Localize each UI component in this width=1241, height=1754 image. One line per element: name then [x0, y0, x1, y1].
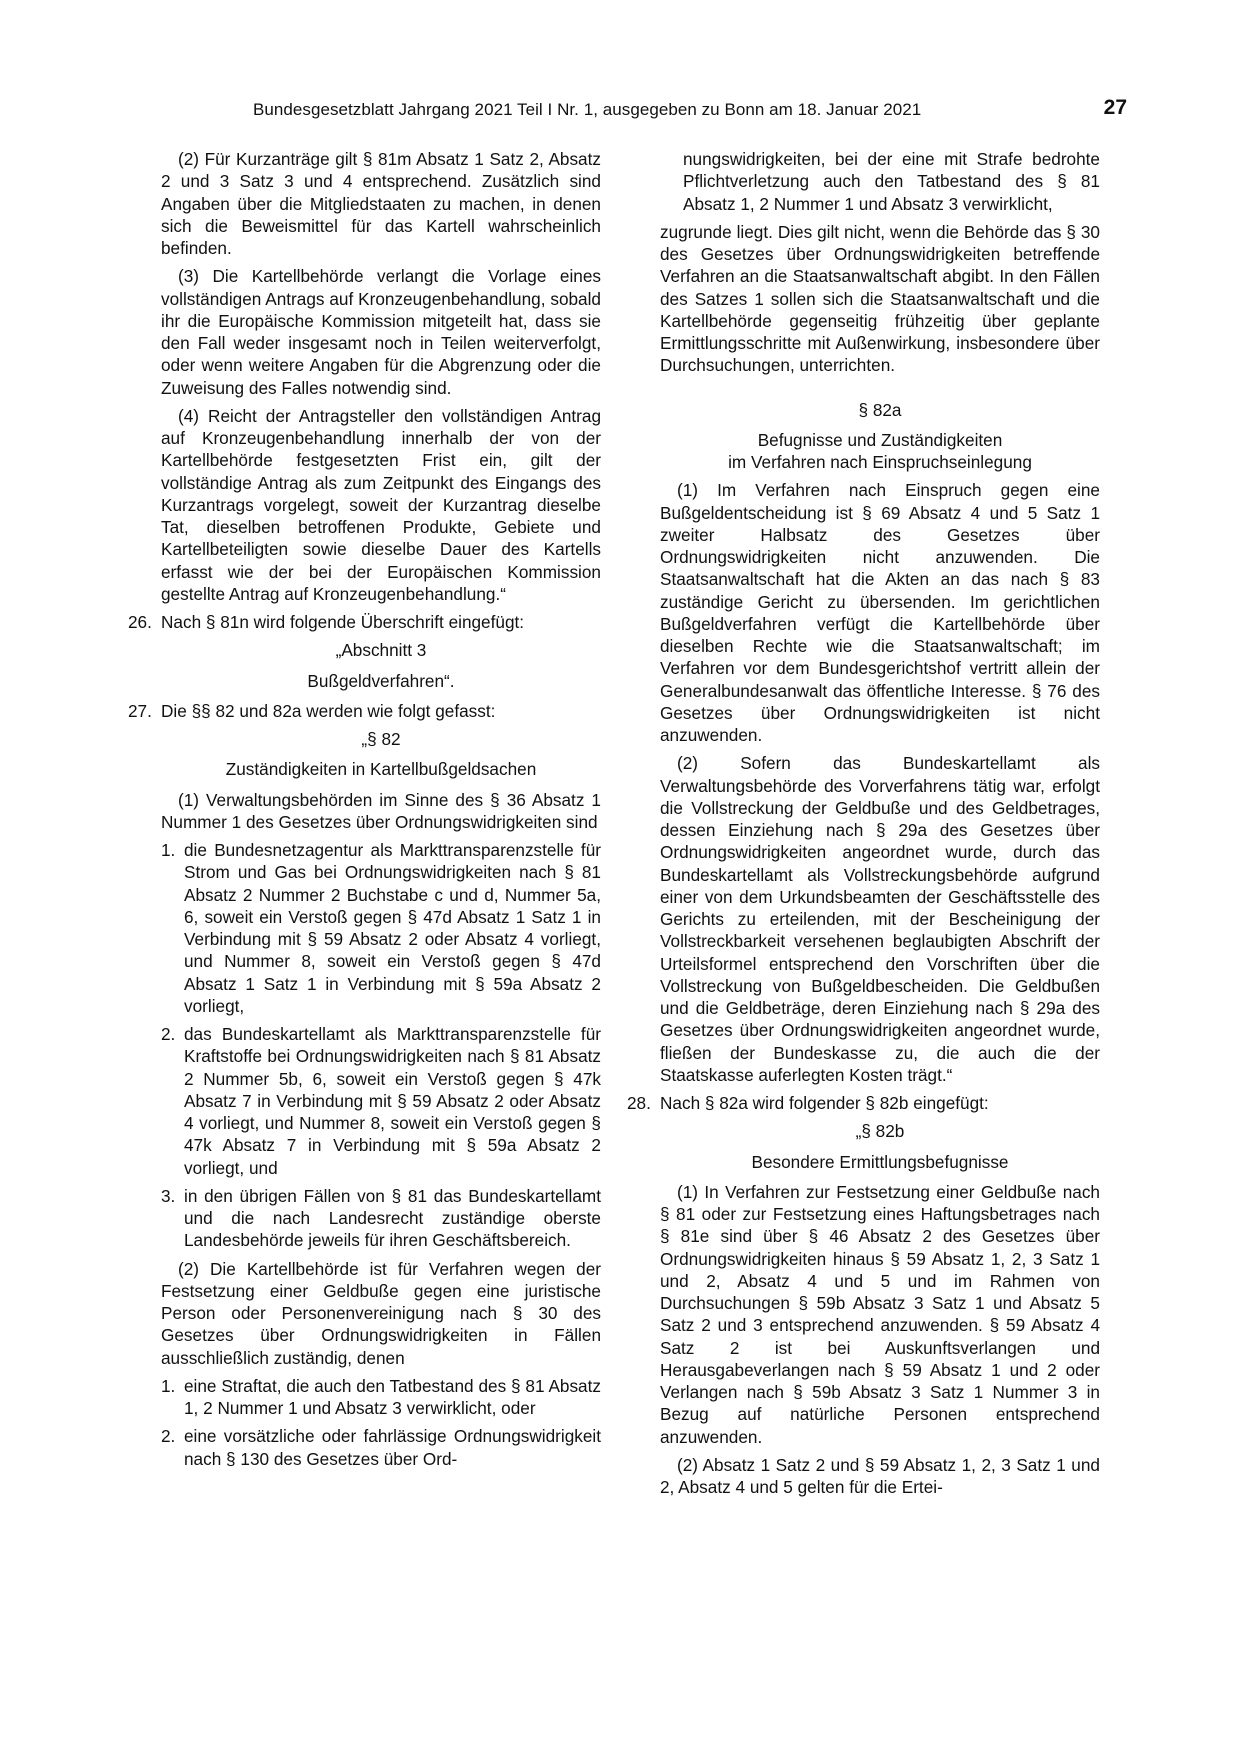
paragraph-title-82a	[660, 429, 1100, 474]
paragraph: (3) Die Kartellbehörde verlangt die Vorlage eines vollständigen Antrags auf Kronzeugenbehandlung, sobald ihr die Europäische Kommission mitgeteilt hat, dass sie den Fall weder insgesamt noch in Teilen weiterverfolgt, oder wenn weitere Angaben für die Abgrenzung oder die Zuweisung des Falles notwendig sind.	[161, 266, 601, 398]
left-column	[128, 148, 601, 1476]
section-title: Bußgeldverfahren“.	[307, 670, 455, 691]
list-item	[161, 1375, 601, 1420]
item-number: 28.	[627, 1093, 651, 1113]
paragraph-heading-82b: „§ 82b	[855, 1121, 905, 1142]
list-item-number: 1.	[161, 840, 176, 860]
paragraph: (2) Absatz 1 Satz 2 und § 59 Absatz 1, 2, 3 Satz 1 und 2, Absatz 4 und 5 gelten für die Ertei-	[660, 1454, 1100, 1497]
item-text: Nach § 82a wird folgender § 82b eingefügt:	[660, 1093, 989, 1113]
paragraph-heading-82a: § 82a	[858, 399, 902, 420]
list-item-number: 3.	[161, 1185, 176, 1206]
page-number: 27	[1103, 96, 1127, 119]
amendment-item-26	[128, 611, 601, 633]
list-item	[161, 839, 601, 1017]
paragraph-title-82b: Besondere Ermittlungsbefugnisse	[751, 1151, 1009, 1172]
list-item-number: 2.	[161, 1024, 176, 1044]
list-item-text: in den übrigen Fällen von § 81 das Bundeskartellamt und die nach Landesrecht zuständige oberste Landesbehörde jeweils für ihren Geschäftsbereich.	[184, 1185, 601, 1251]
item-text: Nach § 81n wird folgende Überschrift eingefügt:	[161, 612, 525, 632]
list-item-text: das Bundeskartellamt als Markttransparenzstelle für Kraftstoffe bei Ordnungswidrigkeiten nach § 81 Absatz 2 Nummer 5b, 6, soweit ein Verstoß gegen § 47k Absatz 7 in Verbindung mit § 59 Absatz 2 oder Absatz 4 vorliegt, und Nummer 8, soweit ein Verstoß gegen § 47k Absatz 7 in Verbindung mit § 59a Absatz 2 vorliegt, und	[184, 1024, 601, 1178]
list-item-number: 1.	[161, 1375, 176, 1396]
amendment-item-27	[128, 700, 601, 722]
item-number: 26.	[128, 612, 152, 632]
list-item-continuation: nungswidrigkeiten, bei der eine mit Strafe bedrohte Pflichtverletzung auch den Tatbestand des § 81 Absatz 1, 2 Nummer 1 und Absatz 3 verwirklicht,	[683, 149, 1100, 214]
paragraph: (2) Sofern das Bundeskartellamt als Verwaltungsbehörde des Vorverfahrens tätig war, erfolgt die Vollstreckung der Geldbuße und des Geldbetrages, dessen Einziehung nach § 29a des Gesetzes über Ordnungswidrigkeiten angeordnet wurde, durch das Bundeskartellamt als Vollstreckungsbehörde aufgrund einer von dem Urkundsbeamten der Geschäftsstelle des Gerichts zu erteilenden, mit der Bescheinigung der Vollstreckbarkeit versehenen beglaubigten Abschrift der Urteilsformel entsprechend den Vorschriften über die Vollstreckung von Bußgeldbescheiden. Die Geldbußen und die Geldbeträge, deren Einziehung nach § 29a des Gesetzes über Ordnungswidrigkeiten angeordnet wurde, fließen der Bundeskasse zu, die auch die der Staatskasse auferlegten Kosten trägt.“	[660, 753, 1100, 1085]
list-item	[161, 1023, 601, 1179]
page-header	[253, 98, 1127, 124]
title-line: Befugnisse und Zuständigkeiten	[757, 429, 1003, 450]
section-heading: „Abschnitt 3	[335, 640, 427, 661]
title-line: im Verfahren nach Einspruchseinlegung	[728, 452, 1032, 472]
list-item-text: die Bundesnetzagentur als Markttransparenzstelle für Strom und Gas bei Ordnungswidrigkeiten nach § 81 Absatz 2 Nummer 2 Buchstabe c und d, Nummer 5a, 6, soweit ein Verstoß gegen § 47d Absatz 1 Satz 1 in Verbindung mit § 59 Absatz 2 oder Absatz 4 vorliegt, und Nummer 8, soweit ein Verstoß gegen § 47d Absatz 1 Satz 1 in Verbindung mit § 59a Absatz 2 vorliegt,	[184, 840, 601, 1016]
paragraph-title-82: Zuständigkeiten in Kartellbußgeldsachen	[225, 759, 537, 780]
list-item-text: eine Straftat, die auch den Tatbestand des § 81 Absatz 1, 2 Nummer 1 und Absatz 3 verwirklicht, oder	[184, 1375, 601, 1418]
paragraph: (4) Reicht der Antragsteller den vollständigen Antrag auf Kronzeugenbehandlung innerhalb der von der Kartellbehörde festgesetzten Frist ein, gilt der vollständige Antrag als zum Zeitpunkt des Eingangs des Kurzantrags vorgelegt, soweit der Kurzantrag dieselbe Tat, dieselben betroffenen Produkte, Gebiete und Kartellbeteiligten sowie dieselbe Dauer des Kartells erfasst wie der bei der Europäischen Kommission gestellte Antrag auf Kronzeugenbehandlung.“	[161, 405, 601, 604]
paragraph: zugrunde liegt. Dies gilt nicht, wenn die Behörde das § 30 des Gesetzes über Ordnungswidrigkeiten betreffende Verfahren an die Staatsanwaltschaft abgibt. In den Fällen des Satzes 1 sollen sich die Staatsanwaltschaft und die Kartellbehörde gegenseitig frühzeitig über geplante Ermittlungsschritte mit Außenwirkung, insbesondere über Durchsuchungen, unterrichten.	[660, 221, 1100, 376]
paragraph: (2) Die Kartellbehörde ist für Verfahren wegen der Festsetzung einer Geldbuße gegen eine juristische Person oder Personenvereinigung nach § 30 des Gesetzes über Ordnungswidrigkeiten in Fällen ausschließlich zuständig, denen	[161, 1258, 601, 1368]
header-text: Bundesgesetzblatt Jahrgang 2021 Teil I Nr. 1, ausgegeben zu Bonn am 18. Januar 2021	[253, 100, 922, 119]
amendment-item-28	[627, 1092, 1100, 1114]
paragraph: (2) Für Kurzanträge gilt § 81m Absatz 1 Satz 2, Absatz 2 und 3 Satz 3 und 4 entsprechend. Zusätzlich sind Angaben über die Mitgliedstaaten zu machen, in denen sich die Beweismittel für das Kartell wahrscheinlich befinden.	[161, 149, 601, 258]
item-text: Die §§ 82 und 82a werden wie folgt gefasst:	[161, 700, 496, 721]
item-number: 27.	[128, 700, 152, 721]
list-item-number: 2.	[161, 1426, 176, 1447]
list-item	[161, 1185, 601, 1252]
paragraph: (1) Verwaltungsbehörden im Sinne des § 36 Absatz 1 Nummer 1 des Gesetzes über Ordnungswidrigkeiten sind	[161, 789, 601, 832]
paragraph: (1) In Verfahren zur Festsetzung einer Geldbuße nach § 81 oder zur Festsetzung eines Haftungsbetrages nach § 81e sind über § 46 Absatz 2 des Gesetzes über Ordnungswidrigkeiten hinaus § 59 Absatz 1, 2, 3 Satz 1 und 2, Absatz 4 und 5 und im Rahmen von Durchsuchungen § 59b Absatz 3 Satz 1 und Absatz 5 Satz 2 und 3 entsprechend anzuwenden. § 59 Absatz 4 Satz 2 ist bei Auskunftsverlangen und Herausgabeverlangen nach § 59 Absatz 1 und 2 oder Verlangen nach § 59b Absatz 3 Satz 1 Nummer 3 in Bezug auf natürliche Personen entsprechend anzuwenden.	[660, 1181, 1100, 1447]
paragraph-heading-82: „§ 82	[361, 729, 401, 749]
paragraph: (1) Im Verfahren nach Einspruch gegen eine Bußgeldentscheidung ist § 69 Absatz 4 und 5 Satz 1 zweiter Halbsatz des Gesetzes über Ordnungswidrigkeiten nicht anzuwenden. Die Staatsanwaltschaft hat die Akten an das nach § 83 zuständige Gericht zu übersenden. Im gerichtlichen Bußgeldverfahren verfügt die Kartellbehörde über dieselben Rechte wie die Staatsanwaltschaft; im Verfahren vor dem Bundesgerichtshof vertritt allein der Generalbundesanwalt das öffentliche Interesse. § 76 des Gesetzes über Ordnungswidrigkeiten ist nicht anzuwenden.	[660, 480, 1100, 745]
list-item	[161, 1425, 601, 1470]
list-item-text: eine vorsätzliche oder fahrlässige Ordnungswidrigkeit nach § 130 des Gesetzes über Ord-	[184, 1426, 601, 1469]
right-column	[627, 148, 1100, 1504]
